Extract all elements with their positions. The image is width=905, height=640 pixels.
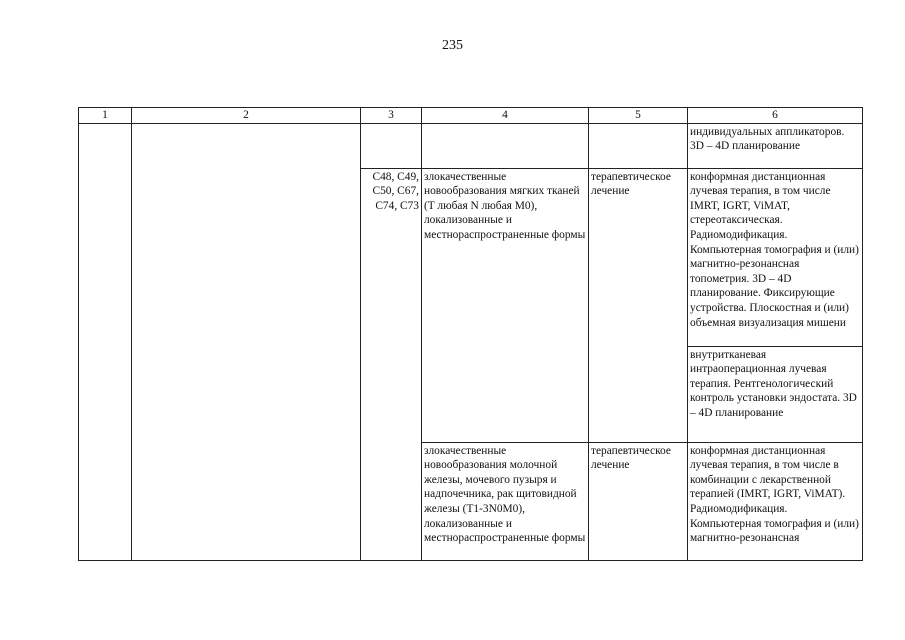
cell-method: конформная дистанционная лучевая терапия, в том числе IMRT, IGRT, ViMAT, стереотаксическая. Радиомодификация. Компьютерная томография и (или) магнитно-резонансная топометрия. 3D – 4D планирование. Фиксирующие устройства. Плоскостная и (или) объемная визуализация мишени [688,168,863,346]
cell-diagnosis: злокачественные новообразования молочной железы, мочевого пузыря и надпочечника, рак щитовидной железы (T1-3N0M0), локализованные и местнораспространенные формы [422,442,589,560]
column-header: 5 [589,108,688,124]
column-header: 2 [132,108,361,124]
cell-method: конформная дистанционная лучевая терапия, в том числе в комбинации с лекарственной терапией (IMRT, IGRT, ViMAT). Радиомодификация. Компьютерная томография и (или) магнитно-резонансная [688,442,863,560]
table-row [79,123,863,168]
column-header: 1 [79,108,132,124]
cell-treatment: терапевтическое лечение [589,168,688,442]
cell-col1 [79,123,132,560]
cell-codes: C48, C49, C50, C67, C74, C73 [361,168,422,560]
table-header-row [79,108,863,124]
cell-diagnosis: злокачественные новообразования мягких тканей (T любая N любая M0), локализованные и местнораспространенные формы [422,168,589,442]
column-header: 4 [422,108,589,124]
cell-method: внутритканевая интраоперационная лучевая терапия. Рентгенологический контроль установки эндостата. 3D – 4D планирование [688,346,863,442]
cell-treatment [589,123,688,168]
cell-method: индивидуальных аппликаторов. 3D – 4D планирование [688,123,863,168]
column-header: 6 [688,108,863,124]
cell-treatment: терапевтическое лечение [589,442,688,560]
cell-col2 [132,123,361,560]
page-number: 235 [442,38,463,53]
procedures-table [78,107,863,561]
column-header: 3 [361,108,422,124]
cell-codes [361,123,422,168]
cell-diagnosis [422,123,589,168]
